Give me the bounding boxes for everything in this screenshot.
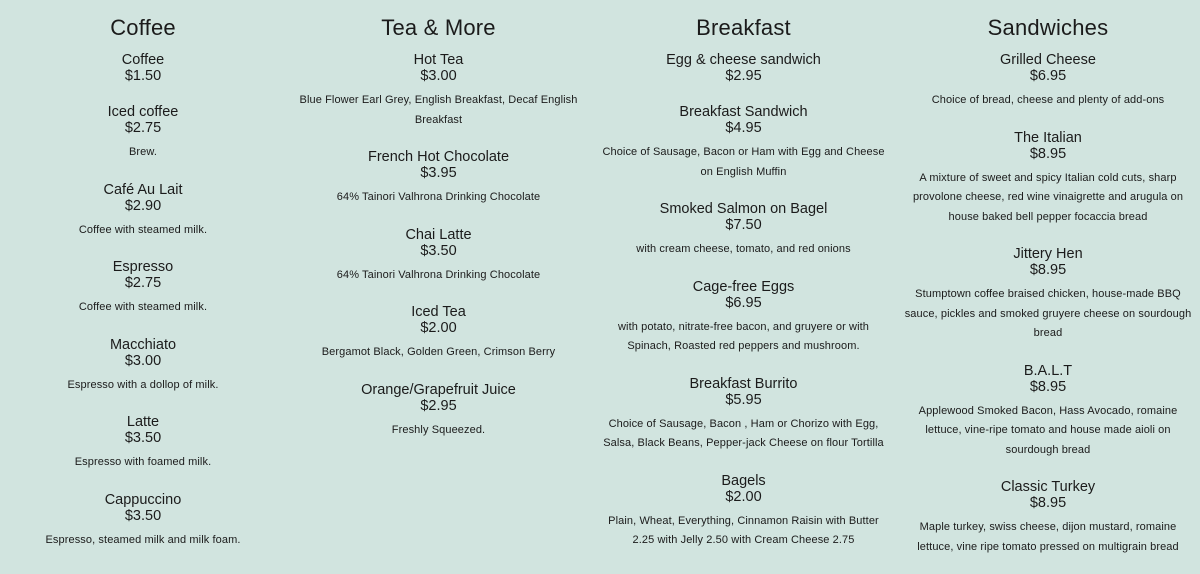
menu-item (904, 479, 1192, 557)
menu-item (8, 337, 278, 396)
item-name: Classic Turkey (1000, 479, 1096, 495)
item-description: Bergamot Black, Golden Green, Crimson Berry (321, 346, 556, 358)
item-description: Blue Flower Earl Grey, English Breakfast, Decaf English Breakfast (299, 94, 578, 126)
menu-column-sandwiches (896, 0, 1200, 574)
item-price: $2.00 (420, 320, 457, 336)
item-name: French Hot Chocolate (367, 149, 510, 165)
menu-item (8, 259, 278, 318)
item-description: Brew. (128, 146, 157, 158)
item-name: Iced Tea (411, 304, 466, 320)
menu-item (904, 130, 1192, 228)
menu-item (294, 382, 583, 441)
item-name: Coffee (121, 52, 165, 68)
item-description: Plain, Wheat, Everything, Cinnamon Raisin with Butter 2.25 with Jelly 2.50 with Cream Cheese 2.75 (608, 514, 879, 546)
menu-item (8, 414, 278, 473)
item-description: Espresso with a dollop of milk. (67, 378, 219, 391)
item-price: $1.50 (124, 68, 162, 84)
item-price: $3.50 (124, 507, 162, 524)
item-name: Espresso (112, 259, 174, 275)
item-name: Breakfast Sandwich (679, 104, 808, 120)
item-name: Iced coffee (107, 104, 179, 120)
menu-item (294, 52, 583, 130)
item-description: Freshly Squeezed. (391, 423, 486, 436)
column-title: Tea & More (381, 15, 496, 40)
item-name: Egg & cheese sandwich (666, 52, 821, 68)
item-description: Coffee with steamed milk. (78, 223, 208, 236)
item-description: Choice of Sausage, Bacon , Ham or Chorizo with Egg, Salsa, Black Beans, Pepper-jack Cheese on flour Tortilla (603, 417, 884, 449)
item-name: Latte (126, 414, 160, 430)
menu-column-coffee (0, 0, 286, 574)
menu-column-tea-and-more (286, 0, 591, 574)
item-description: A mixture of sweet and spicy Italian cold cuts, sharp provolone cheese, red wine vinaigrette and arugula on house baked bell pepper focaccia bread (912, 171, 1184, 223)
item-price: $8.95 (1029, 495, 1067, 511)
item-price: $6.95 (725, 294, 762, 311)
item-name: Café Au Lait (103, 181, 183, 198)
column-title: Sandwiches (987, 15, 1109, 40)
menu-item (8, 52, 278, 85)
item-price: $3.50 (124, 430, 162, 446)
item-price: $7.50 (725, 217, 762, 233)
menu-item (904, 363, 1192, 461)
item-price: $6.95 (1029, 68, 1067, 84)
menu-item (599, 279, 888, 357)
item-description: Maple turkey, swiss cheese, dijon mustard, romaine lettuce, vine ripe tomato pressed on multigrain bread (917, 521, 1179, 553)
item-price: $2.75 (124, 275, 162, 291)
item-description: 64% Tainori Valhrona Drinking Chocolate (336, 268, 541, 281)
item-price: $3.00 (420, 68, 457, 84)
item-price: $2.00 (725, 488, 762, 505)
menu-column-breakfast (591, 0, 896, 574)
item-name: Chai Latte (405, 226, 472, 243)
menu-item (599, 104, 888, 182)
item-name: Macchiato (109, 336, 177, 353)
item-description: Coffee with steamed milk. (78, 301, 208, 313)
item-description: Stumptown coffee braised chicken, house-made BBQ sauce, pickles and smoked gruyere cheese on sourdough bread (904, 288, 1192, 339)
item-description: with potato, nitrate-free bacon, and gruyere or with Spinach, Roasted red peppers and mushroom. (617, 320, 869, 352)
item-price: $3.50 (420, 242, 457, 259)
item-name: Smoked Salmon on Bagel (659, 201, 828, 217)
item-price: $3.00 (124, 352, 162, 369)
menu-item (294, 227, 583, 286)
column-title: Breakfast (696, 15, 791, 40)
menu-item (8, 492, 278, 551)
item-name: Cage-free Eggs (692, 278, 795, 295)
item-price: $8.95 (1029, 378, 1067, 395)
item-price: $8.95 (1029, 262, 1067, 278)
item-name: Breakfast Burrito (689, 375, 798, 392)
item-price: $2.95 (420, 397, 457, 414)
menu-item (904, 246, 1192, 344)
item-name: Bagels (721, 472, 766, 489)
menu-item (904, 52, 1192, 111)
item-description: Choice of bread, cheese and plenty of add-ons (931, 94, 1165, 106)
item-name: The Italian (1014, 129, 1082, 146)
item-price: $4.95 (725, 120, 762, 136)
item-price: $2.75 (124, 120, 162, 136)
item-description: with cream cheese, tomato, and red onions (636, 243, 851, 255)
column-title: Coffee (110, 15, 176, 40)
item-description: 64% Tainori Valhrona Drinking Chocolate (336, 191, 541, 203)
item-name: Cappuccino (104, 491, 182, 508)
item-description: Espresso with foamed milk. (74, 456, 212, 468)
item-price: $5.95 (725, 391, 762, 408)
menu-item (294, 149, 583, 208)
item-price: $2.90 (124, 197, 162, 214)
item-description: Choice of Sausage, Bacon or Ham with Egg and Cheese on English Muffin (602, 146, 885, 178)
item-description: Applewood Smoked Bacon, Hass Avocado, romaine lettuce, vine-ripe tomato and house made aioli on sourdough bread (918, 404, 1178, 456)
item-name: B.A.L.T (1023, 362, 1073, 379)
menu-item (599, 473, 888, 551)
menu-item (599, 201, 888, 260)
item-name: Grilled Cheese (1000, 52, 1096, 68)
item-name: Orange/Grapefruit Juice (361, 381, 516, 398)
item-price: $3.95 (420, 165, 457, 181)
item-price: $2.95 (725, 68, 762, 84)
item-name: Hot Tea (413, 52, 464, 68)
item-description: Espresso, steamed milk and milk foam. (45, 533, 241, 546)
item-name: Jittery Hen (1013, 246, 1083, 262)
menu-item (599, 52, 888, 85)
menu-item (294, 304, 583, 363)
menu-item (8, 182, 278, 241)
menu-item (8, 104, 278, 163)
menu-item (599, 376, 888, 454)
item-price: $8.95 (1029, 145, 1067, 162)
